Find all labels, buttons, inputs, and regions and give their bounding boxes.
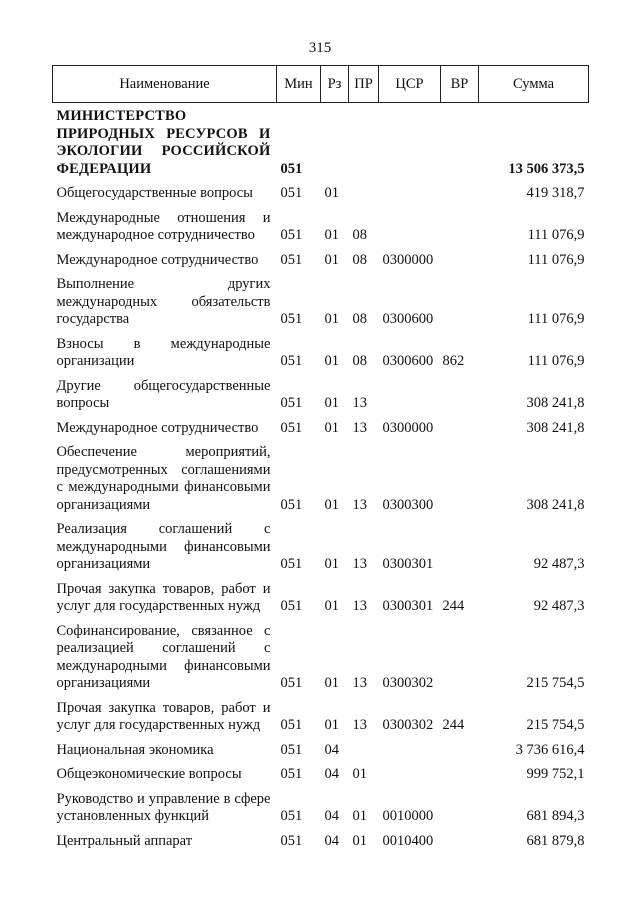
- table-row: [53, 103, 589, 181]
- table-row: [53, 786, 589, 828]
- row-sum: 999 752,1: [526, 766, 585, 782]
- row-vr: [441, 737, 479, 762]
- row-name: Центральный аппарат: [56, 832, 193, 849]
- row-vr: [441, 618, 479, 695]
- row-pr: 13: [352, 717, 367, 733]
- row-name: Другие общегосударственные вопросы: [56, 377, 271, 411]
- table-row: [53, 331, 589, 373]
- row-csr: [379, 205, 441, 247]
- row-rz: 01: [324, 251, 339, 268]
- row-rz: 01: [324, 496, 339, 513]
- row-name: Выполнение других международных обязательств государства: [56, 276, 271, 327]
- row-name: Международное сотрудничество: [56, 419, 259, 436]
- row-pr: 08: [352, 311, 367, 327]
- row-csr: 0300600: [382, 353, 434, 369]
- row-vr: [441, 103, 479, 181]
- row-vr: [441, 439, 479, 516]
- row-name: Национальная экономика: [56, 741, 214, 758]
- row-sum: 3 736 616,4: [515, 741, 585, 758]
- row-rz: 04: [324, 766, 339, 782]
- row-sum: 419 318,7: [526, 185, 585, 201]
- row-pr: 01: [352, 808, 367, 824]
- row-min: 051: [280, 185, 303, 201]
- row-sum: 111 076,9: [527, 311, 585, 327]
- row-min: 051: [280, 311, 303, 327]
- header-vr: ВР: [441, 66, 479, 103]
- row-rz: 01: [324, 185, 339, 201]
- table-row: [53, 180, 589, 205]
- row-csr: 0010000: [382, 808, 434, 824]
- row-csr: 0010400: [382, 832, 434, 849]
- row-pr: [349, 180, 379, 205]
- row-name: Прочая закупка товаров, работ и услуг для государственных нужд: [56, 699, 271, 733]
- table-row: [53, 761, 589, 786]
- row-name: Софинансирование, связанное с реализацией соглашений с международными финансовыми организациями: [56, 622, 271, 691]
- row-name: Взносы в международные организации: [56, 335, 271, 369]
- row-sum: 681 879,8: [526, 832, 585, 849]
- row-rz: 01: [324, 598, 339, 614]
- row-pr: [349, 737, 379, 762]
- row-rz: [321, 103, 349, 181]
- row-pr: 13: [352, 598, 367, 614]
- row-vr: [441, 415, 479, 440]
- table-row: [53, 247, 589, 272]
- row-pr: [349, 103, 379, 181]
- row-name: Обеспечение мероприятий, предусмотренных соглашениями с международными финансовыми организациями: [56, 444, 271, 513]
- row-csr: 0300600: [382, 311, 434, 327]
- table-header-row: [53, 66, 589, 103]
- row-vr: 244: [442, 598, 465, 614]
- row-min: 051: [280, 675, 303, 691]
- row-vr: [441, 271, 479, 331]
- row-vr: 862: [442, 353, 465, 369]
- row-name: Международные отношения и международное сотрудничество: [56, 209, 271, 243]
- row-sum: 308 241,8: [526, 496, 585, 513]
- row-sum: 13 506 373,5: [508, 160, 585, 177]
- row-vr: [441, 180, 479, 205]
- row-rz: 01: [324, 556, 339, 572]
- row-pr: 01: [352, 832, 367, 849]
- table-row: [53, 695, 589, 737]
- row-min: 051: [280, 741, 303, 758]
- row-rz: 01: [324, 353, 339, 369]
- header-pr: ПР: [349, 66, 379, 103]
- row-name: МИНИСТЕРСТВО ПРИРОДНЫХ РЕСУРСОВ И ЭКОЛОГИИ РОССИЙСКОЙ ФЕДЕРАЦИИ: [56, 108, 271, 177]
- row-rz: 01: [324, 675, 339, 691]
- row-sum: 92 487,3: [533, 556, 585, 572]
- row-min: 051: [280, 766, 303, 782]
- row-csr: 0300300: [382, 496, 434, 513]
- row-csr: 0300301: [382, 556, 434, 572]
- row-csr: 0300000: [382, 419, 434, 436]
- row-vr: [441, 828, 479, 853]
- row-min: 051: [280, 556, 303, 572]
- row-min: 051: [280, 160, 303, 177]
- row-name: Руководство и управление в сфере установленных функций: [56, 790, 271, 824]
- row-min: 051: [280, 808, 303, 824]
- page-number: 315: [308, 40, 332, 56]
- table-row: [53, 618, 589, 695]
- table-row: [53, 205, 589, 247]
- row-min: 051: [280, 395, 303, 411]
- row-pr: 08: [352, 251, 367, 268]
- row-rz: 01: [324, 395, 339, 411]
- table-row: [53, 737, 589, 762]
- row-rz: 04: [324, 832, 339, 849]
- row-name: Общегосударственные вопросы: [56, 185, 253, 201]
- table-row: [53, 576, 589, 618]
- header-csr: ЦСР: [379, 66, 441, 103]
- row-vr: [441, 247, 479, 272]
- row-pr: 01: [352, 766, 367, 782]
- row-min: 051: [280, 353, 303, 369]
- table-row: [53, 828, 589, 853]
- table-row: [53, 373, 589, 415]
- row-name: Общеэкономические вопросы: [56, 766, 242, 782]
- row-sum: 111 076,9: [527, 227, 585, 243]
- row-vr: [441, 786, 479, 828]
- row-rz: 01: [324, 227, 339, 243]
- row-csr: 0300000: [382, 251, 434, 268]
- row-vr: [441, 373, 479, 415]
- row-name: Прочая закупка товаров, работ и услуг для государственных нужд: [56, 580, 271, 614]
- row-name: Реализация соглашений с международными финансовыми организациями: [56, 521, 271, 572]
- table-row: [53, 415, 589, 440]
- header-min: Мин: [277, 66, 321, 103]
- table-row: [53, 516, 589, 576]
- header-sum: Сумма: [479, 66, 589, 103]
- row-min: 051: [280, 496, 303, 513]
- row-pr: 13: [352, 556, 367, 572]
- header-name: Наименование: [53, 66, 277, 103]
- row-min: 051: [280, 251, 303, 268]
- row-rz: 01: [324, 717, 339, 733]
- row-name: Международное сотрудничество: [56, 251, 259, 268]
- row-sum: 681 894,3: [526, 808, 585, 824]
- row-csr: 0300302: [382, 717, 434, 733]
- row-sum: 92 487,3: [533, 598, 585, 614]
- row-sum: 308 241,8: [526, 419, 585, 436]
- row-rz: 04: [324, 741, 339, 758]
- row-pr: 13: [352, 419, 367, 436]
- row-pr: 13: [352, 496, 367, 513]
- row-pr: 13: [352, 675, 367, 691]
- row-csr: 0300301: [382, 598, 434, 614]
- row-sum: 111 076,9: [527, 251, 585, 268]
- row-sum: 111 076,9: [527, 353, 585, 369]
- row-vr: [441, 761, 479, 786]
- row-rz: 01: [324, 419, 339, 436]
- row-csr: [379, 180, 441, 205]
- row-sum: 215 754,5: [526, 675, 585, 691]
- row-pr: 08: [352, 227, 367, 243]
- row-csr: [379, 761, 441, 786]
- row-vr: [441, 516, 479, 576]
- row-sum: 308 241,8: [526, 395, 585, 411]
- row-csr: [379, 737, 441, 762]
- row-min: 051: [280, 598, 303, 614]
- row-csr: [379, 103, 441, 181]
- row-csr: 0300302: [382, 675, 434, 691]
- table-row: [53, 439, 589, 516]
- budget-table: [52, 65, 589, 852]
- table-row: [53, 271, 589, 331]
- row-sum: 215 754,5: [526, 717, 585, 733]
- row-csr: [379, 373, 441, 415]
- row-pr: 13: [352, 395, 367, 411]
- row-rz: 01: [324, 311, 339, 327]
- row-vr: 244: [442, 717, 465, 733]
- row-pr: 08: [352, 353, 367, 369]
- row-vr: [441, 205, 479, 247]
- row-min: 051: [280, 227, 303, 243]
- row-min: 051: [280, 717, 303, 733]
- row-min: 051: [280, 419, 303, 436]
- header-rz: Рз: [321, 66, 349, 103]
- row-rz: 04: [324, 808, 339, 824]
- row-min: 051: [280, 832, 303, 849]
